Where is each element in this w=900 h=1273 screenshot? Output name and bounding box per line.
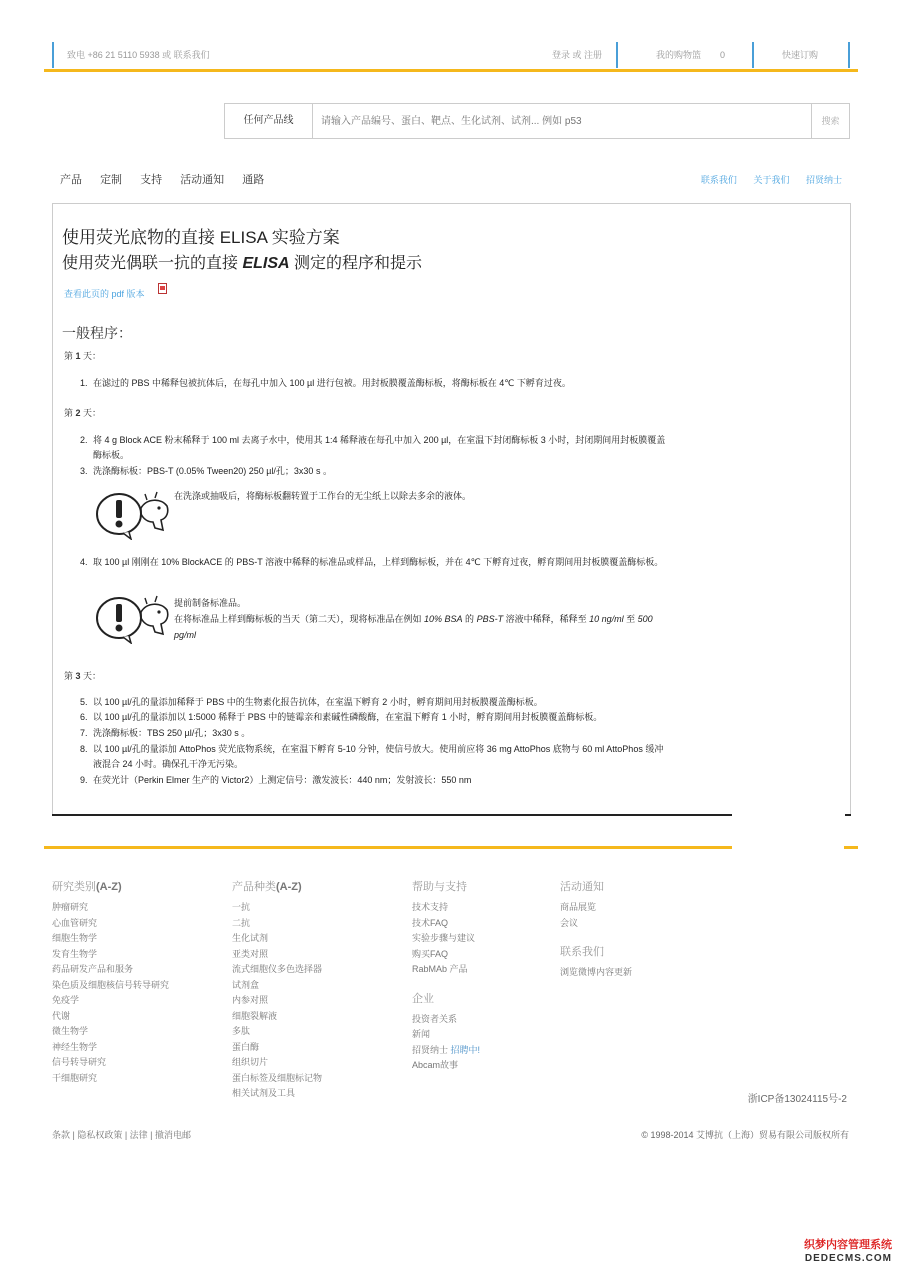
copyright: © 1998-2014 艾博抗（上海）贸易有限公司版权所有	[641, 1130, 849, 1140]
cart-count: 0	[720, 50, 726, 60]
divider	[845, 814, 851, 816]
nav-item-events[interactable]: 活动通知	[180, 174, 225, 186]
footer-support-column	[412, 880, 480, 1074]
divider	[52, 814, 732, 816]
step-item: 5. 以 100 µl/孔的量添加稀释于 PBS 中的生物素化报告抗体，在室温下孵育 2 小时，孵育期间用封板膜覆盖酶标板。	[80, 697, 543, 707]
day-label: 第 3 天：	[64, 671, 102, 681]
about-us-link[interactable]: 关于我们	[753, 175, 790, 185]
footer-link[interactable]: 蛋白标签及细胞标记物	[232, 1072, 323, 1083]
footer-link[interactable]: 免疫学	[52, 995, 80, 1005]
nav-item-custom[interactable]: 定制	[100, 174, 123, 186]
footer-link[interactable]: Abcam故事	[412, 1060, 459, 1070]
footer-link[interactable]: 投资者关系	[412, 1013, 458, 1024]
step-item: 6. 以 100 µl/孔的量添加以 1:5000 稀释于 PBS 中的链霉亲和素碱性磷酸酶，在室温下孵育 1 小时，孵育期间用封板膜覆盖酶标板。	[80, 712, 603, 722]
footer-link[interactable]: 组织切片	[232, 1057, 269, 1067]
footer-link[interactable]: 代谢	[52, 1010, 71, 1021]
footer-link[interactable]: 二抗	[232, 917, 251, 928]
footer-accent-line	[844, 846, 858, 849]
footer-link[interactable]: 药品研发产品和服务	[52, 964, 134, 974]
tip-text: 提前制备标准品。 在将标准品上样到酶标板的当天（第二天），现将标准品在例如 10% BSA 的 PBS-T 溶液中稀释，稀释至 10 ng/ml 至 500 pg/ml	[174, 598, 653, 640]
footer-heading: 联系我们	[560, 946, 604, 958]
nav-item-pathways[interactable]: 通路	[242, 174, 265, 186]
contact-us-link[interactable]: 联系我们	[700, 175, 737, 185]
tip-note-icon	[95, 592, 171, 644]
careers-link[interactable]: 招贤纳士	[805, 175, 842, 185]
step-item: 4. 取 100 µl 刚刚在 10% BlockACE 的 PBS-T 溶液中稀释的标准品或样品，上样到酶标板，并在 4℃ 下孵育过夜，孵育期间用封板膜覆盖酶标板。	[80, 557, 664, 567]
footer-accent-line	[44, 846, 732, 849]
step-item: 2. 将 4 g Block ACE 粉末稀释于 100 ml 去离子水中，使用其 1:4 稀释液在每孔中加入 200 µl，在室温下封闭酶标板 3 小时，封闭期间用封板膜覆盖酶标板。	[80, 435, 666, 460]
footer-link[interactable]: 肿瘤研究	[52, 902, 89, 912]
divider	[848, 42, 850, 68]
product-line-select[interactable]: 任何产品线	[225, 104, 313, 138]
watermark: 织梦内容管理系统 DEDECMS.COM	[804, 1239, 892, 1264]
nav-item-products[interactable]: 产品	[60, 174, 82, 186]
step-item: 1. 在滤过的 PBS 中稀释包被抗体后，在每孔中加入 100 µl 进行包被。用封板膜覆盖酶标板，将酶标板在 4℃ 下孵育过夜。	[80, 378, 571, 388]
footer-link[interactable]: 浏览微博内容更新	[560, 967, 633, 977]
footer-heading: 研究类别(A-Z)	[52, 881, 122, 893]
login-link[interactable]: 登录 或 注册	[552, 50, 603, 60]
footer-link[interactable]: 细胞裂解液	[232, 1010, 278, 1021]
footer-link[interactable]: 技术支持	[412, 902, 449, 912]
footer-link[interactable]: 商品展览	[560, 902, 597, 912]
header-accent-line	[44, 69, 858, 72]
footer-link[interactable]: 试剂盒	[232, 979, 260, 990]
footer-products-column	[232, 880, 322, 1102]
step-item: 9. 在荧光计（Perkin Elmer 生产的 Victor2）上测定信号：激发波长：440 nm；发射波长：550 nm	[80, 775, 472, 785]
pdf-icon[interactable]	[158, 283, 167, 294]
contact-phone[interactable]: 致电 +86 21 5110 5938 或 联系我们	[67, 50, 210, 60]
footer-heading: 帮助与支持	[412, 881, 467, 893]
page-subtitle: 使用荧光偶联一抗的直接 ELISA 测定的程序和提示	[62, 255, 423, 272]
footer-link[interactable]: 神经生物学	[52, 1041, 98, 1052]
divider	[52, 42, 54, 68]
section-heading: 一般程序：	[62, 325, 132, 341]
step-item: 3. 洗涤酶标板：PBS-T (0.05% Tween20) 250 µl/孔；3x30 s 。	[80, 466, 332, 476]
tip-note-icon	[95, 488, 171, 540]
footer-link[interactable]: RabMAb 产品	[412, 964, 468, 974]
cart-link[interactable]: 我的购物篮	[656, 50, 702, 60]
tip-text: 在洗涤或抽吸后，将酶标板翻转置于工作台的无尘纸上以除去多余的液体。	[174, 491, 472, 501]
step-item: 7. 洗涤酶标板：TBS 250 µl/孔；3x30 s 。	[80, 728, 251, 738]
pdf-link[interactable]: 查看此页的 pdf 版本	[64, 289, 145, 299]
footer-link[interactable]: 新闻	[412, 1029, 431, 1039]
page-title: 使用荧光底物的直接 ELISA 实验方案	[62, 228, 340, 247]
footer-heading: 活动通知	[560, 881, 604, 893]
footer-heading: 产品种类(A-Z)	[232, 881, 302, 893]
divider	[752, 42, 754, 68]
footer-heading: 企业	[412, 992, 434, 1005]
footer-link[interactable]: 流式细胞仪多色选择器	[232, 964, 323, 974]
main-nav	[60, 171, 279, 187]
divider	[616, 42, 618, 68]
footer-link[interactable]: 微生物学	[52, 1026, 89, 1036]
footer-link[interactable]: 信号转导研究	[52, 1057, 107, 1067]
nav-item-support[interactable]: 支持	[140, 174, 163, 186]
search-input[interactable]	[321, 104, 811, 138]
footer-link[interactable]: 会议	[560, 917, 579, 928]
footer-events-column	[560, 880, 632, 981]
footer-link[interactable]: 发育生物学	[52, 948, 98, 959]
step-item: 8. 以 100 µl/孔的量添加 AttoPhos 荧光底物系统，在室温下孵育 5-10 分钟，使信号放大。使用前应将 36 mg AttoPhos 底物与 60 ml AttoPhos 缓冲液混合 24 小时。确保孔干净无污染。	[80, 744, 664, 769]
footer-link[interactable]: 相关试剂及工具	[232, 1088, 296, 1098]
legal-links[interactable]: 条款 | 隐私权政策 | 法律 | 撤消电邮	[52, 1130, 192, 1140]
top-utility-bar	[52, 42, 856, 70]
footer-link[interactable]: 一抗	[232, 902, 251, 912]
footer-link[interactable]: 蛋白酶	[232, 1041, 260, 1052]
search-bar	[224, 103, 850, 139]
footer-link[interactable]: 内参对照	[232, 995, 269, 1005]
footer-research-column	[52, 880, 169, 1086]
search-button[interactable]: 搜索	[811, 104, 849, 138]
footer-link[interactable]: 多肽	[232, 1026, 251, 1036]
footer-link[interactable]: 细胞生物学	[52, 933, 98, 943]
footer-link[interactable]: 干细胞研究	[52, 1072, 98, 1083]
footer-link[interactable]: 生化试剂	[232, 933, 269, 943]
day-label: 第 2 天：	[64, 408, 102, 418]
icp-license[interactable]: 浙ICP备13024115号-2	[747, 1094, 847, 1105]
footer-link[interactable]: 染色质及细胞核信号转导研究	[52, 979, 170, 990]
footer-link[interactable]: 心血管研究	[52, 917, 98, 928]
day-label: 第 1 天：	[64, 351, 102, 361]
footer-link[interactable]: 招贤纳士 招聘中!	[412, 1044, 481, 1055]
quick-order-link[interactable]: 快速订购	[782, 50, 819, 60]
footer-link[interactable]: 亚类对照	[232, 948, 269, 959]
footer-link[interactable]: 实验步骤与建议	[412, 933, 476, 943]
footer-link[interactable]: 技术FAQ	[412, 917, 449, 928]
secondary-nav	[687, 173, 842, 186]
footer-link[interactable]: 购买FAQ	[412, 948, 449, 959]
